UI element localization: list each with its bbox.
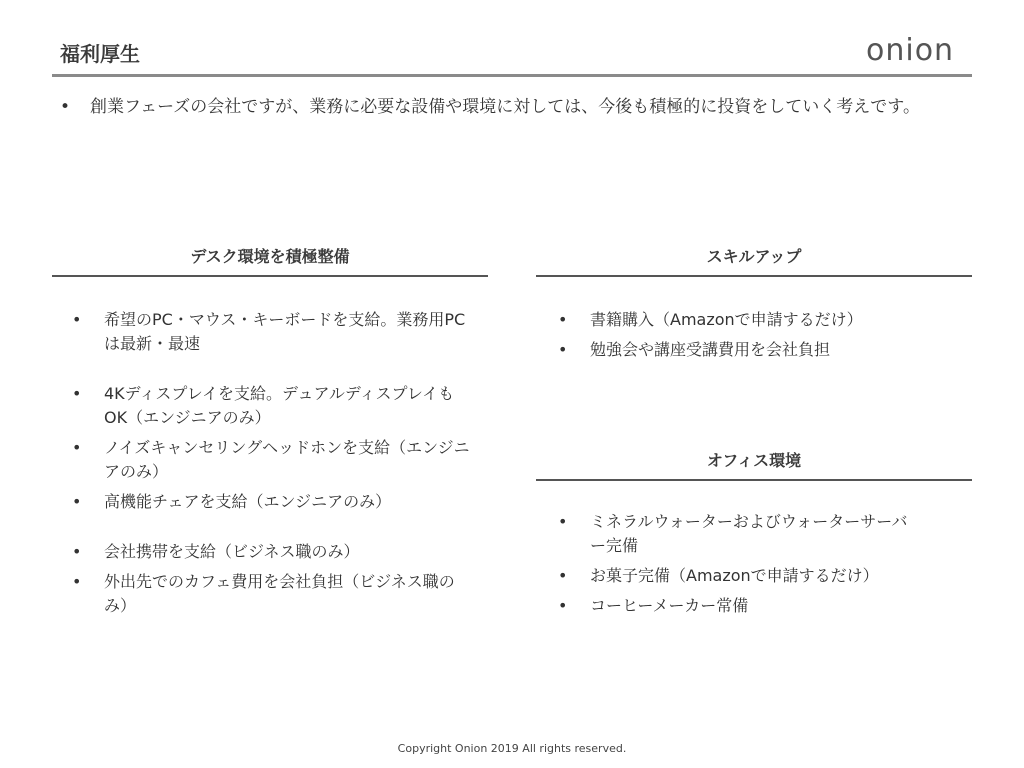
bullet-icon: • — [72, 492, 82, 511]
header-divider — [52, 74, 972, 77]
skill-section-title: スキルアップ — [706, 247, 802, 266]
bullet-icon: • — [72, 438, 82, 457]
list-item — [72, 490, 472, 514]
list-item-text: 勉強会や講座受講費用を会社負担 — [590, 340, 831, 359]
list-item — [558, 564, 918, 588]
list-item — [558, 594, 918, 618]
bullet-icon: • — [558, 566, 568, 585]
office-section-divider — [536, 479, 972, 481]
list-item-text: 4Kディスプレイを支給。デュアルディスプレイもOK（エンジニアのみ） — [104, 384, 455, 427]
list-item — [72, 436, 472, 484]
bullet-icon: • — [72, 384, 82, 403]
list-item-text: 高機能チェアを支給（エンジニアのみ） — [104, 492, 392, 511]
desk-section-title: デスク環境を積極整備 — [190, 247, 350, 266]
list-item — [72, 308, 472, 356]
office-section-title: オフィス環境 — [706, 451, 802, 470]
bullet-icon: • — [558, 340, 568, 359]
bullet-icon: • — [72, 572, 82, 591]
list-item-text: 書籍購入（Amazonで申請するだけ） — [590, 310, 863, 329]
list-item-text: 会社携帯を支給（ビジネス職のみ） — [104, 542, 360, 561]
bullet-icon: • — [72, 542, 82, 561]
list-item-text: ノイズキャンセリングヘッドホンを支給（エンジニアのみ） — [104, 438, 470, 481]
onion-logo: onion — [866, 33, 955, 68]
intro-paragraph — [60, 92, 960, 122]
list-item-text: コーヒーメーカー常備 — [590, 596, 749, 615]
bullet-icon: • — [558, 512, 568, 531]
bullet-icon: • — [558, 310, 568, 329]
skill-section-divider — [536, 275, 972, 277]
skill-list — [558, 308, 958, 362]
list-item-text: 外出先でのカフェ費用を会社負担（ビジネス職のみ） — [104, 572, 455, 615]
desk-list — [72, 308, 472, 618]
list-item — [72, 540, 472, 564]
list-item-text: ミネラルウォーターおよびウォーターサーバー完備 — [590, 512, 908, 555]
list-item — [558, 510, 918, 558]
bullet-icon: • — [72, 310, 82, 329]
list-item — [72, 382, 472, 430]
bullet-icon: • — [558, 596, 568, 615]
page-title: 福利厚生 — [60, 42, 140, 66]
desk-section-divider — [52, 275, 488, 277]
list-item — [72, 570, 472, 618]
list-item — [558, 338, 958, 362]
list-item-text: 希望のPC・マウス・キーボードを支給。業務用PCは最新・最速 — [104, 310, 466, 353]
bullet-icon: • — [60, 97, 71, 117]
copyright-footer: Copyright Onion 2019 All rights reserved. — [397, 742, 627, 755]
office-list — [558, 510, 918, 618]
list-item-text: お菓子完備（Amazonで申請するだけ） — [590, 566, 879, 585]
list-item — [558, 308, 958, 332]
intro-text: 創業フェーズの会社ですが、業務に必要な設備や環境に対しては、今後も積極的に投資をしていく考えです。 — [90, 97, 920, 117]
